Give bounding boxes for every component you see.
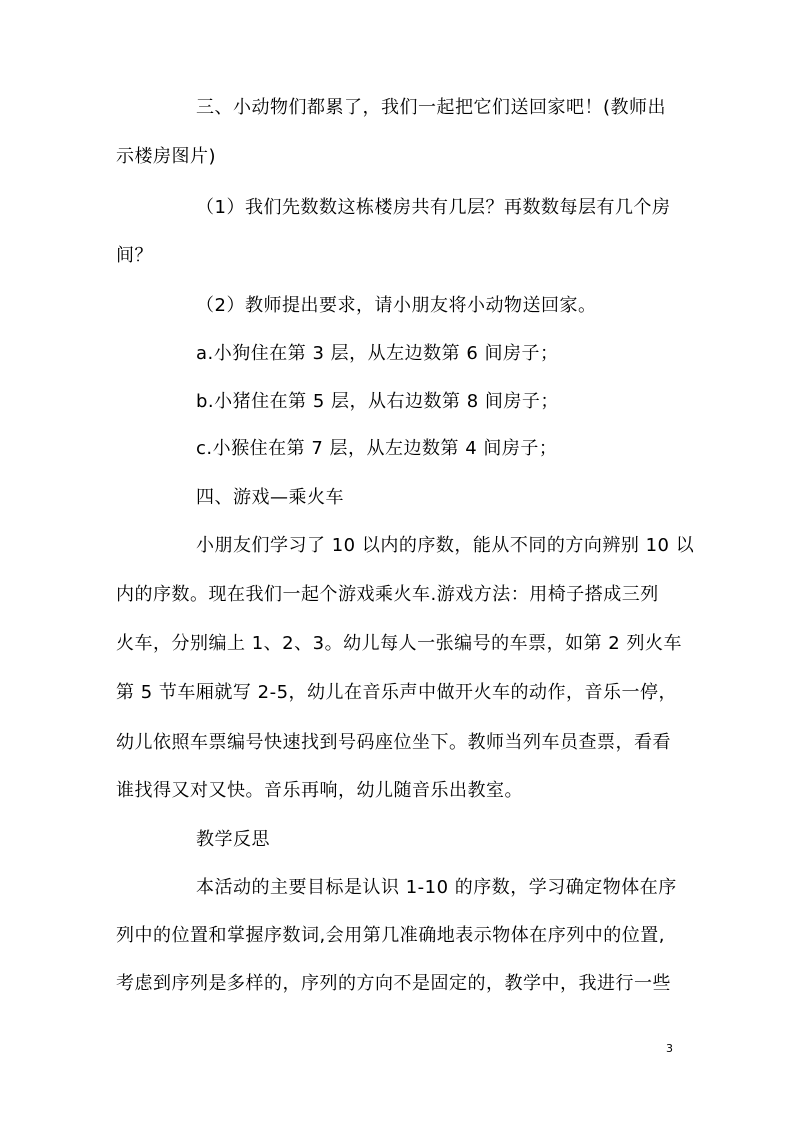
list-item-a: a.小狗住在第 3 层，从左边数第 6 间房子； bbox=[196, 343, 559, 364]
list-item-b: b.小猪住在第 5 层，从右边数第 8 间房子； bbox=[196, 391, 559, 412]
question-one: （1）我们先数数这栋楼房共有几层？再数数每层有几个房 bbox=[196, 197, 671, 218]
reflection-heading: 教学反思 bbox=[196, 829, 270, 850]
question-two: （2）教师提出要求，请小朋友将小动物送回家。 bbox=[196, 295, 597, 316]
list-item-c: c.小猴住在第 7 层，从左边数第 4 间房子； bbox=[196, 438, 558, 459]
paragraph-line: 示楼房图片) bbox=[116, 146, 217, 167]
section-three-heading: 三、小动物们都累了，我们一起把它们送回家吧！(教师出 bbox=[196, 97, 667, 118]
paragraph-line: 列中的位置和掌握序数词,会用第几准确地表示物体在序列中的位置, bbox=[116, 925, 665, 946]
section-four-heading: 四、游戏—乘火车 bbox=[196, 487, 344, 508]
paragraph-line: 火车，分别编上 1、2、3。幼儿每人一张编号的车票，如第 2 列火车 bbox=[116, 633, 682, 654]
paragraph-line: 内的序数。现在我们一起个游戏乘火车.游戏方法：用椅子搭成三列 bbox=[116, 584, 659, 605]
paragraph-line: 小朋友们学习了 10 以内的序数，能从不同的方向辨别 10 以 bbox=[196, 535, 695, 556]
paragraph-line: 第 5 节车厢就写 2-5，幼儿在音乐声中做开火车的动作，音乐一停， bbox=[116, 682, 678, 703]
paragraph-line: 谁找得又对又快。音乐再响，幼儿随音乐出教室。 bbox=[116, 780, 523, 801]
paragraph-line: 考虑到序列是多样的，序列的方向不是固定的，教学中，我进行一些 bbox=[116, 973, 671, 994]
page-number: 3 bbox=[666, 1042, 673, 1055]
paragraph-line: 幼儿依照车票编号快速找到号码座位坐下。教师当列车员查票，看看 bbox=[116, 732, 671, 753]
paragraph-line: 本活动的主要目标是认识 1-10 的序数，学习确定物体在序 bbox=[196, 877, 677, 898]
paragraph-line: 间？ bbox=[116, 245, 153, 266]
